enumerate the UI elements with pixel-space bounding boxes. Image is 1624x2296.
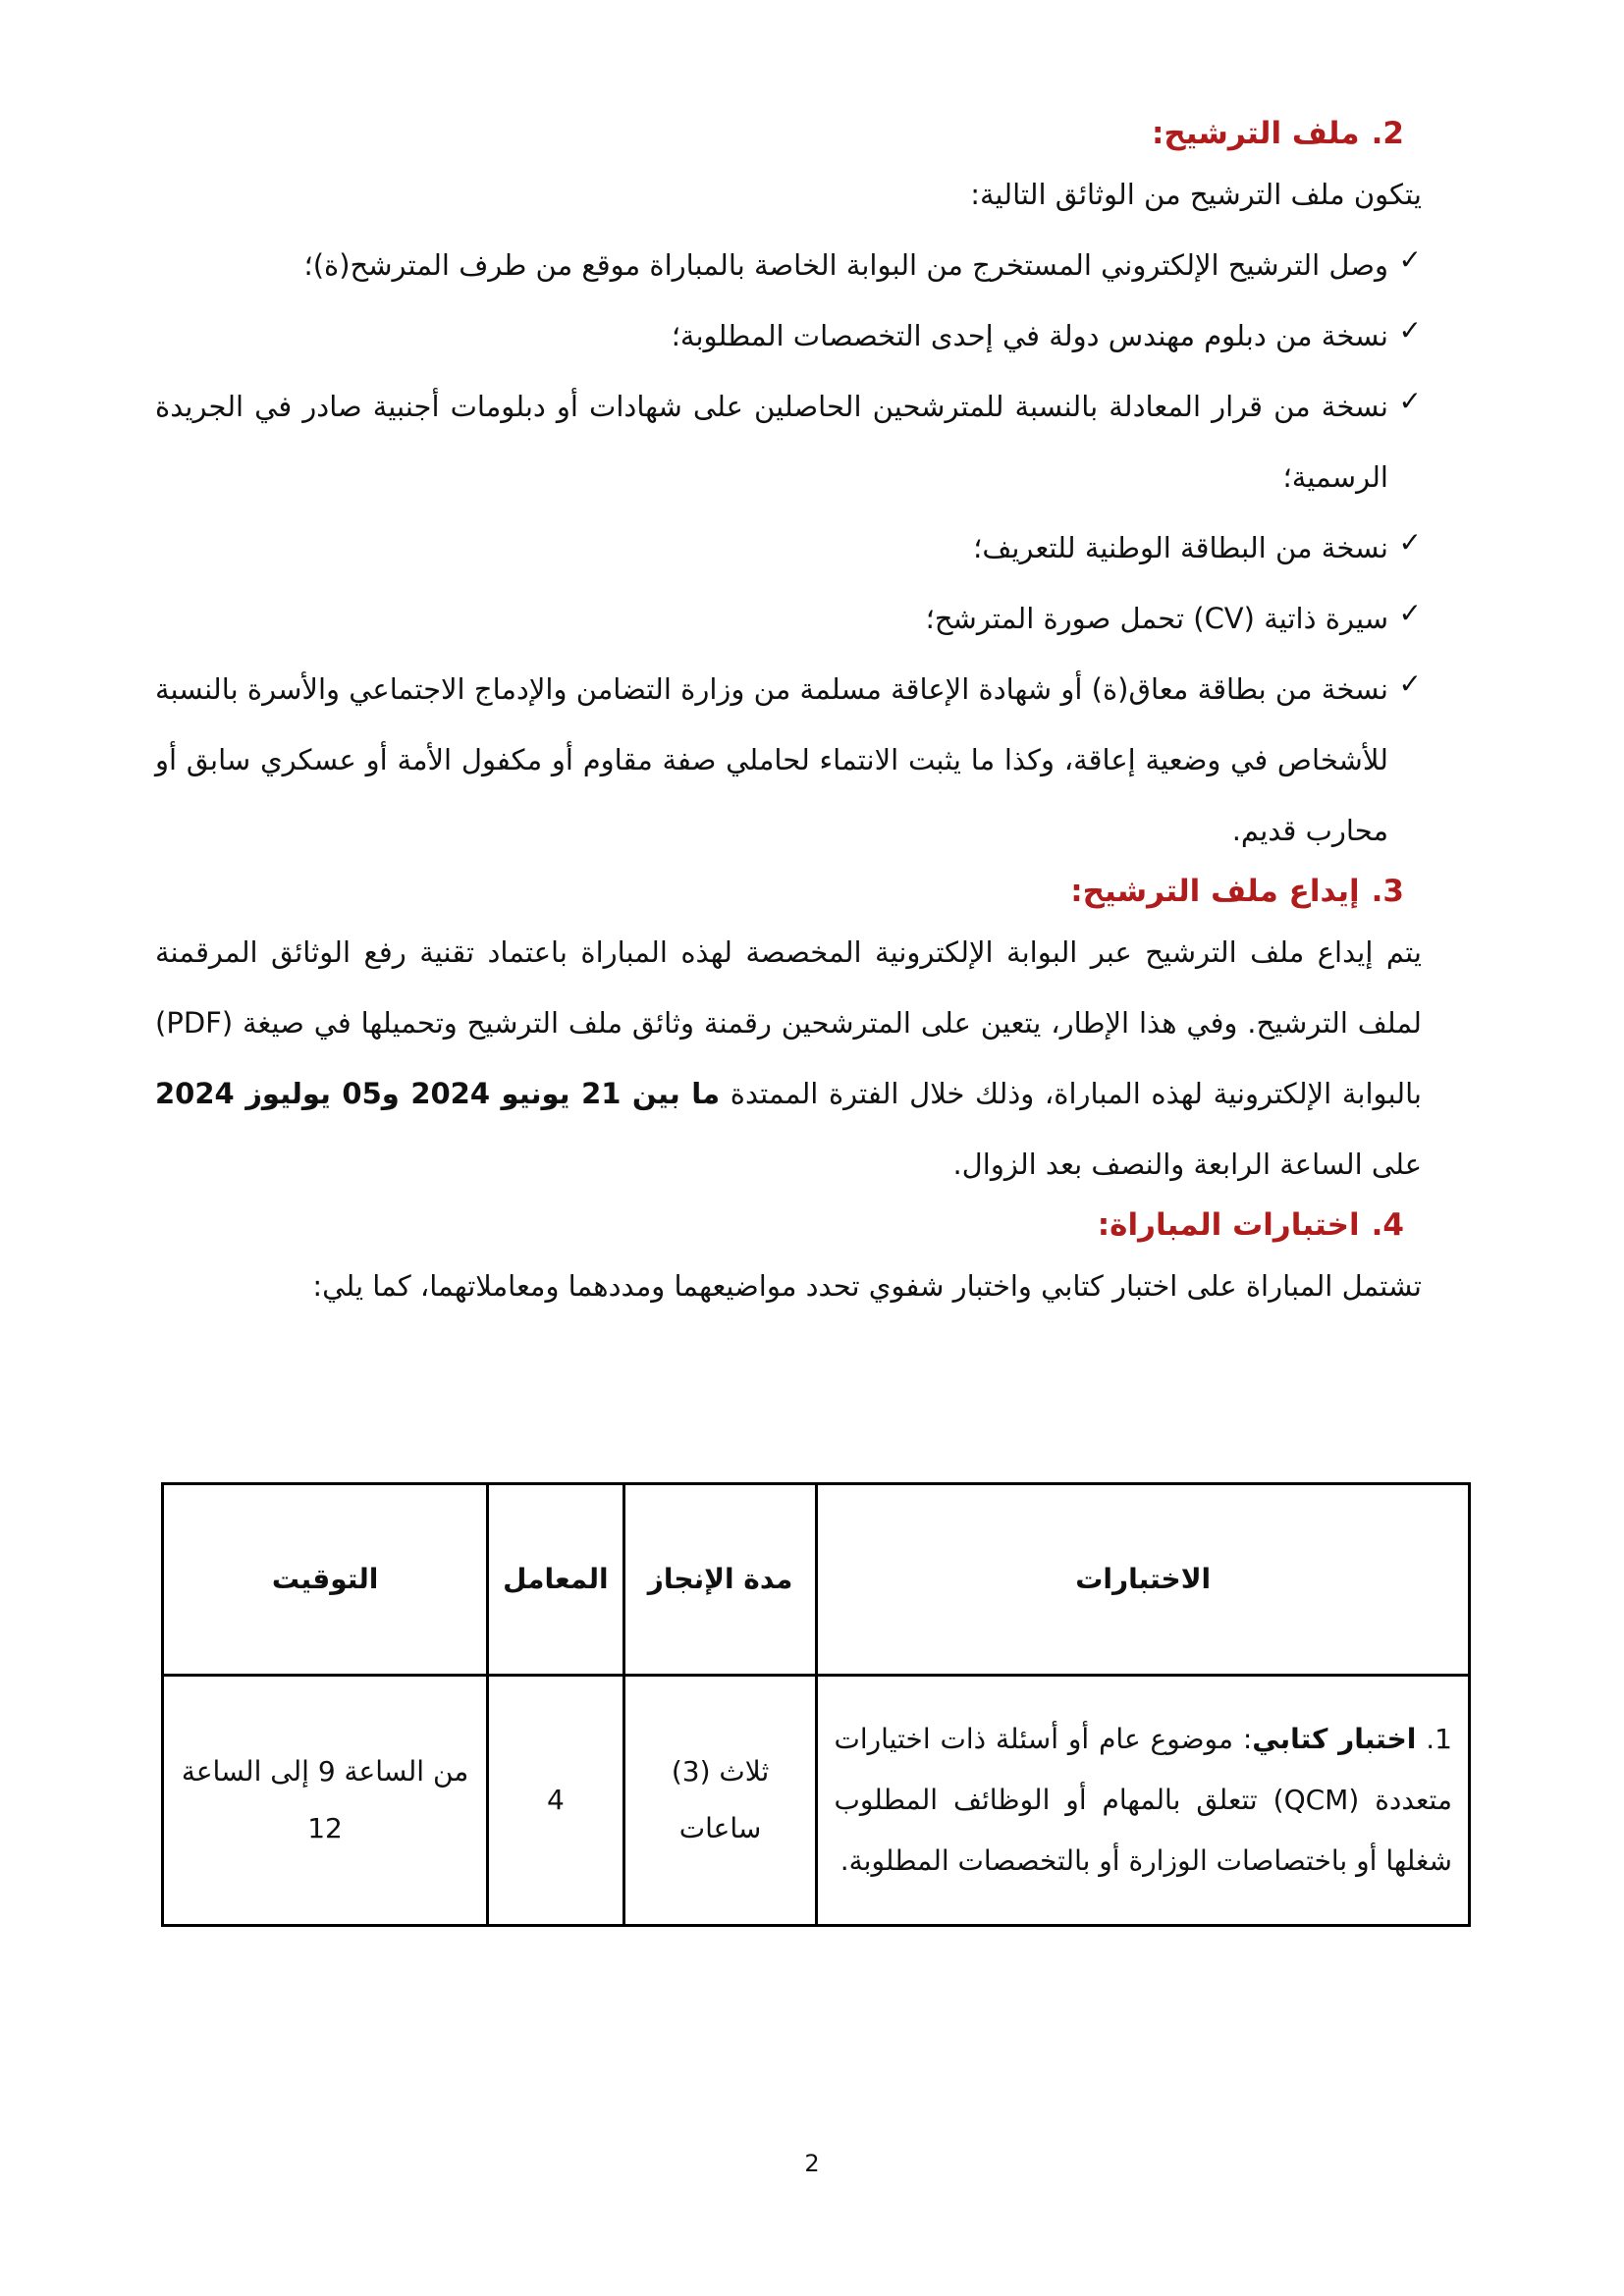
document-page xyxy=(155,108,1452,1877)
cell-exam xyxy=(817,1676,1470,1926)
page-number: 2 xyxy=(804,2150,820,2177)
header-exams: الاختبارات xyxy=(817,1484,1470,1676)
checkmark-icon: ✓ xyxy=(1398,667,1422,700)
checkmark-icon: ✓ xyxy=(1398,314,1422,347)
cell-coefficient: 4 xyxy=(488,1676,624,1926)
list-item xyxy=(155,512,1422,583)
list-item-text: نسخة من قرار المعادلة بالنسبة للمترشحين الحاصلين على شهادات أو دبلومات أجنبية صادر في الجريدة الرسمية؛ xyxy=(155,390,1388,494)
list-item xyxy=(155,300,1422,371)
header-timing: التوقيت xyxy=(163,1484,488,1676)
section-3-text-end: على الساعة الرابعة والنصف بعد الزوال. xyxy=(952,1148,1422,1181)
list-item-text: سيرة ذاتية (CV) تحمل صورة المترشح؛ xyxy=(925,602,1388,635)
exam-description: : موضوع عام أو أسئلة ذات اختيارات متعددة (QCM) تتعلق بالمهام أو الوظائف المطلوب شغلها أو باختصاصات الوزارة أو بالتخصصات المطلوبة. xyxy=(834,1723,1452,1877)
list-item-text: نسخة من بطاقة معاق(ة) أو شهادة الإعاقة مسلمة من وزارة التضامن والإدماج الاجتماعي والأسرة بالنسبة للأشخاص في وضعية إعاقة، وكذا ما يثبت الانتماء لحاملي صفة مقاوم أو مكفول الأمة أو عسكري سابق أو محارب قديم. xyxy=(155,672,1388,847)
list-item xyxy=(155,371,1422,512)
list-item xyxy=(155,654,1422,866)
exam-number: 1. xyxy=(1426,1723,1452,1755)
checkmark-icon: ✓ xyxy=(1398,526,1422,559)
section-3-dates: ما بين 21 يونيو 2024 و05 يوليوز 2024 xyxy=(155,1077,721,1110)
section-3-number: 3. xyxy=(1371,874,1404,909)
list-item-text: نسخة من دبلوم مهندس دولة في إحدى التخصصات المطلوبة؛ xyxy=(671,319,1388,352)
table-header-row xyxy=(163,1484,1470,1676)
candidacy-documents-list xyxy=(155,230,1422,866)
section-4-heading xyxy=(155,1200,1422,1251)
header-duration: مدة الإنجاز xyxy=(623,1484,817,1676)
table-row xyxy=(163,1676,1470,1926)
section-2-number: 2. xyxy=(1371,116,1404,151)
section-2-heading xyxy=(155,108,1422,159)
list-item xyxy=(155,230,1422,300)
cell-duration: ثلاث (3) ساعات xyxy=(623,1676,817,1926)
cell-timing: من الساعة 9 إلى الساعة 12 xyxy=(163,1676,488,1926)
exams-table xyxy=(161,1482,1471,1927)
list-item xyxy=(155,583,1422,654)
list-item-text: وصل الترشيح الإلكتروني المستخرج من البوابة الخاصة بالمباراة موقع من طرف المترشح(ة)؛ xyxy=(303,248,1388,282)
section-3-heading xyxy=(155,866,1422,917)
section-3-title: إيداع ملف الترشيح: xyxy=(1070,874,1360,909)
section-4-intro: تشتمل المباراة على اختبار كتابي واختبار شفوي تحدد مواضيعهما ومددهما ومعاملاتهما، كما يلي: xyxy=(312,1269,1422,1303)
section-2-title: ملف الترشيح: xyxy=(1151,116,1360,151)
list-item-text: نسخة من البطاقة الوطنية للتعريف؛ xyxy=(973,531,1388,564)
section-3-paragraph xyxy=(155,917,1422,1200)
section-3-text-start: يتم إيداع ملف الترشيح عبر البوابة الإلكترونية المخصصة لهذه المباراة باعتماد تقنية رفع الوثائق المرقمنة لملف الترشيح. وفي هذا الإطار، يتعين على المترشحين رقمنة وثائق ملف الترشيح وتحميلها في صيغة (PDF) بالبوابة الإلكترونية لهذه المباراة، وذلك خلال الفترة الممتدة xyxy=(155,935,1422,1110)
section-4-title: اختبارات المباراة: xyxy=(1097,1207,1360,1243)
checkmark-icon: ✓ xyxy=(1398,597,1422,629)
checkmark-icon: ✓ xyxy=(1398,385,1422,417)
section-4-number: 4. xyxy=(1371,1207,1404,1243)
section-2-intro: يتكون ملف الترشيح من الوثائق التالية: xyxy=(970,178,1422,211)
checkmark-icon: ✓ xyxy=(1398,243,1422,276)
exam-title: اختبار كتابي xyxy=(1252,1723,1417,1755)
header-coefficient: المعامل xyxy=(488,1484,624,1676)
